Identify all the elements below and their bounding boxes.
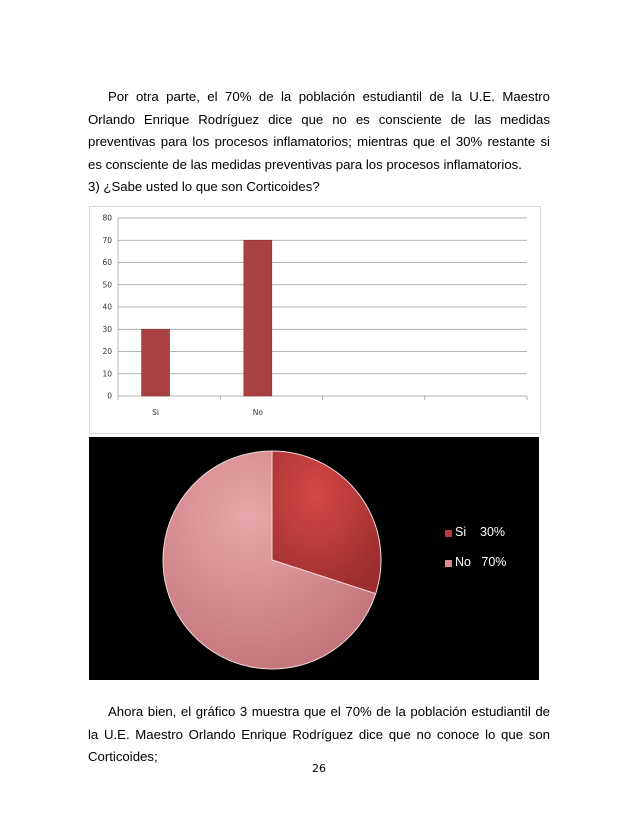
- y-tick-label: 20: [102, 347, 112, 356]
- paragraph-2: Ahora bien, el gráfico 3 muestra que el 70% de la población estudiantil de la U.E. Maestro Orlando Enrique Rodríguez dice que no conoce lo que son Corticoides;: [88, 704, 550, 764]
- y-tick-label: 40: [102, 302, 112, 312]
- legend-item-no: [445, 555, 507, 613]
- legend-label-si: Si 30%: [455, 525, 506, 539]
- legend-label-no: No 70%: [455, 555, 507, 569]
- bar-no: [244, 240, 272, 396]
- y-tick-label: 10: [102, 369, 112, 379]
- bar-si: [142, 329, 170, 396]
- y-tick-label: 60: [102, 258, 112, 267]
- y-tick-label: 50: [102, 280, 112, 290]
- question-3: 3) ¿Sabe usted lo que son Corticoides?: [88, 179, 320, 194]
- y-tick-label: 30: [102, 324, 112, 334]
- y-tick-label: 70: [102, 235, 112, 245]
- y-tick-label: 80: [102, 213, 112, 223]
- bar-chart-svg: [90, 207, 540, 433]
- page-number: 26: [312, 762, 326, 775]
- legend-swatch-no: [445, 560, 452, 567]
- bar-chart: [89, 206, 541, 434]
- legend-swatch-si: [445, 530, 452, 537]
- pie-chart: [89, 437, 539, 680]
- x-tick-label: No: [252, 408, 263, 417]
- y-tick-label: 0: [107, 391, 112, 401]
- x-tick-label: Si: [152, 408, 159, 417]
- paragraph-1: Por otra parte, el 70% de la población estudiantil de la U.E. Maestro Orlando Enrique Rodríguez dice que no es consciente de las medidas preventivas para los procesos inflamatorios; mientras que el 30% restante si es consciente de las medidas preventivas para los procesos inflamatorios.: [88, 89, 550, 172]
